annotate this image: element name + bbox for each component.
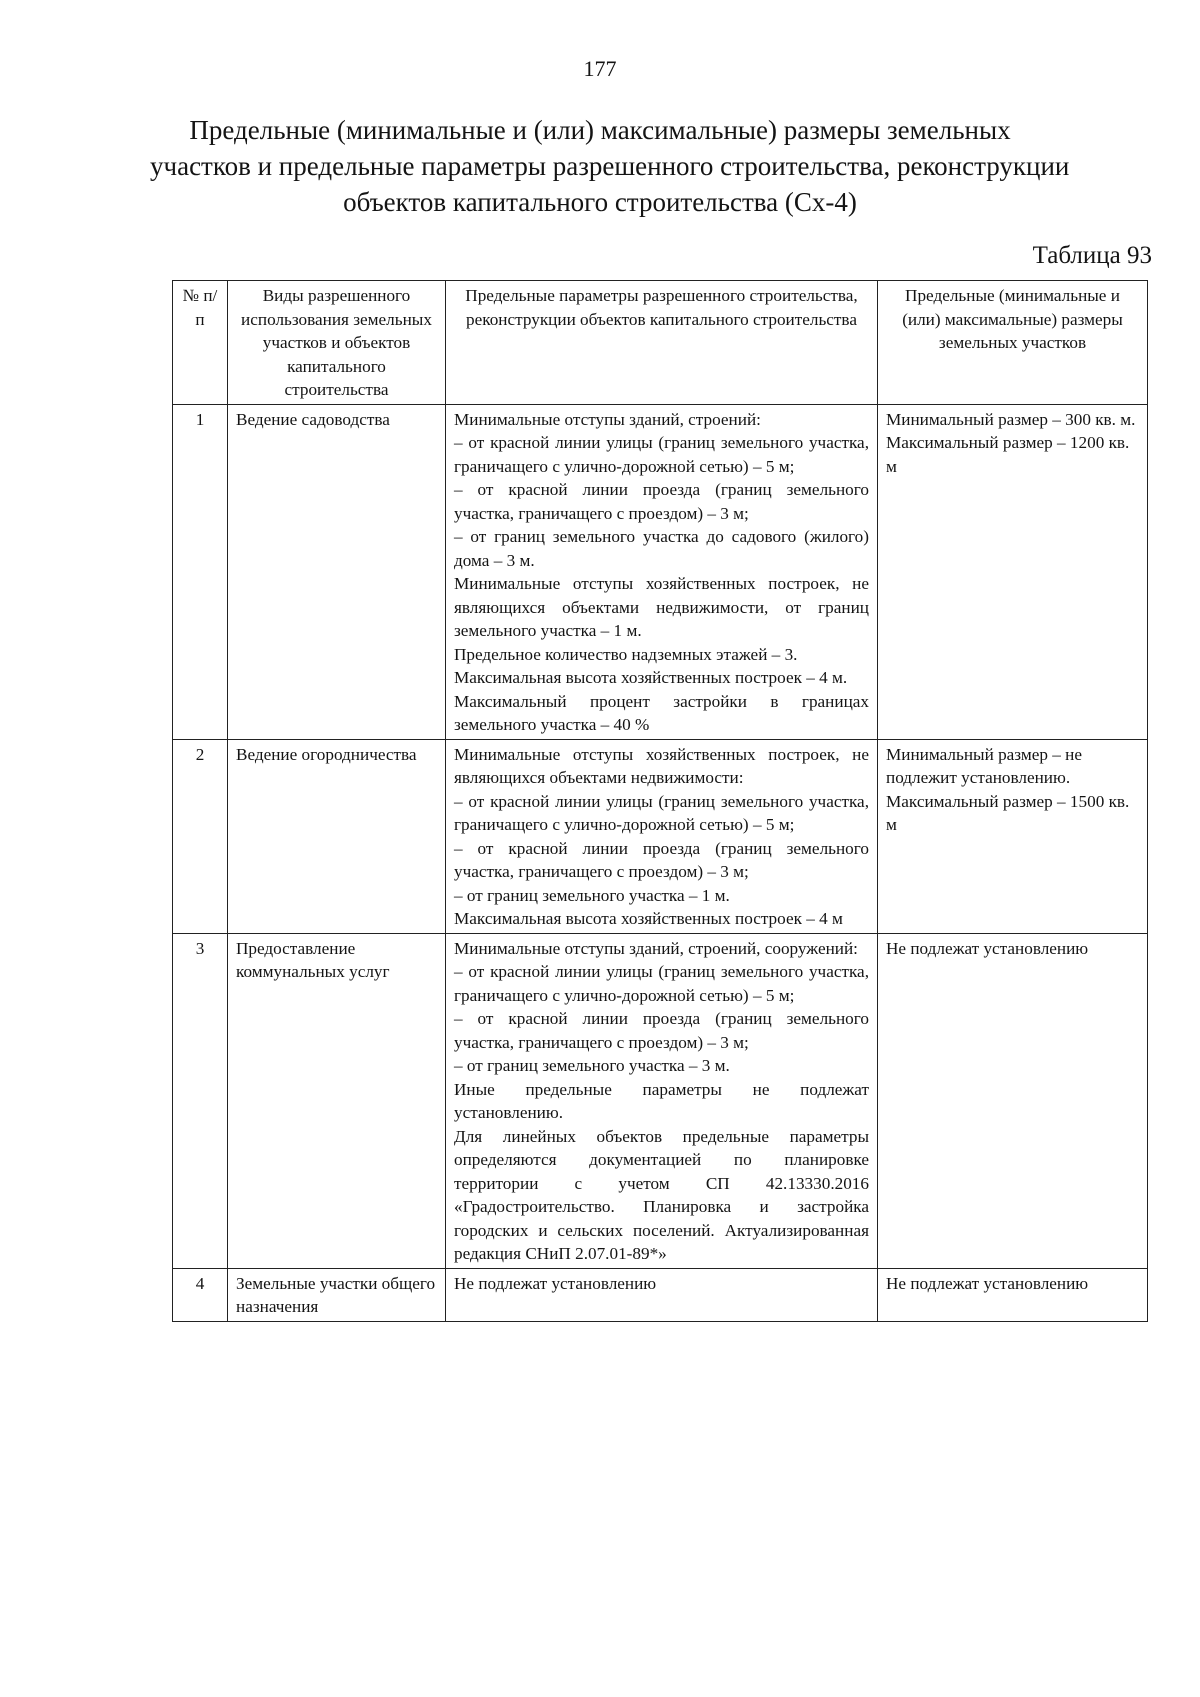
- size-line: Не подлежат установлению: [886, 1273, 1089, 1293]
- parameter-line: Минимальные отступы хозяйственных построек, не являющихся объектами недвижимости, от границ земельного участка – 1 м.: [454, 574, 869, 640]
- parameter-line: – от границ земельного участка – 1 м.: [454, 885, 730, 905]
- permitted-use: Предоставление коммунальных услуг: [228, 933, 446, 1268]
- table-row: [173, 1268, 1148, 1321]
- column-header-number: № п/п: [173, 281, 228, 405]
- parameter-line: Для линейных объектов предельные параметры определяются документацией по планировке территории с учетом СП 42.13330.2016 «Градостроительство. Планировка и застройка городских и сельских поселений. Актуализированная редакция СНиП 2.07.01-89*»: [454, 1126, 869, 1263]
- row-number: 4: [173, 1268, 228, 1321]
- size-line: Максимальный размер – 1200 кв. м: [886, 433, 1130, 476]
- column-header-size: Предельные (минимальные и (или) максимальные) размеры земельных участков: [878, 281, 1148, 405]
- parameter-line: Максимальная высота хозяйственных построек – 4 м: [454, 909, 843, 928]
- plot-size-limits: [878, 404, 1148, 739]
- parameter-line: Не подлежат установлению: [454, 1273, 657, 1293]
- parameter-line: – от красной линии проезда (границ земельного участка, граничащего с проездом) – 3 м;: [454, 838, 869, 881]
- parameter-line: – от красной линии улицы (границ земельного участка, граничащего с улично-дорожной сетью) – 5 м;: [454, 433, 869, 476]
- title-line: объектов капитального строительства (Сх-4): [343, 187, 857, 217]
- parameter-line: – от границ земельного участка – 3 м.: [454, 1056, 730, 1075]
- parameter-line: Максимальный процент застройки в границах земельного участка – 40 %: [454, 691, 869, 734]
- row-number: 1: [173, 404, 228, 739]
- page-number: 177: [583, 56, 617, 81]
- size-line: Не подлежат установлению: [886, 938, 1089, 958]
- parameter-line: – от красной линии улицы (границ земельного участка, граничащего с улично-дорожной сетью) – 5 м;: [454, 962, 869, 1005]
- permitted-use: Земельные участки общего назначения: [228, 1268, 446, 1321]
- plot-size-limits: [878, 1268, 1148, 1321]
- column-header-params: Предельные параметры разрешенного строительства, реконструкции объектов капитального строительства: [446, 281, 878, 405]
- plot-size-limits: [878, 739, 1148, 933]
- table-row: [173, 739, 1148, 933]
- table-label: Таблица 93: [1032, 242, 1152, 269]
- table-header-row: [173, 281, 1148, 405]
- parameter-line: Минимальные отступы зданий, строений, сооружений:: [454, 938, 858, 958]
- parameter-line: – от красной линии проезда (границ земельного участка, граничащего с проездом) – 3 м;: [454, 480, 869, 523]
- building-parameters: [446, 1268, 878, 1321]
- parameter-line: Предельное количество надземных этажей – 3.: [454, 644, 798, 664]
- permitted-use: Ведение садоводства: [228, 404, 446, 739]
- building-parameters: [446, 404, 878, 739]
- building-parameters: [446, 739, 878, 933]
- parameter-line: Максимальная высота хозяйственных построек – 4 м.: [454, 668, 848, 687]
- parameter-line: – от красной линии улицы (границ земельного участка, граничащего с улично-дорожной сетью) – 5 м;: [454, 791, 869, 834]
- regulations-table: [172, 280, 1148, 1322]
- title-line: участков и предельные параметры разрешенного строительства, реконструкции: [150, 151, 1070, 181]
- parameter-line: Минимальные отступы зданий, строений:: [454, 409, 761, 429]
- parameter-line: – от красной линии проезда (границ земельного участка, граничащего с проездом) – 3 м;: [454, 1009, 869, 1052]
- size-line: Максимальный размер – 1500 кв. м: [886, 791, 1130, 834]
- title-line: Предельные (минимальные и (или) максимальные) размеры земельных: [189, 115, 1011, 145]
- row-number: 2: [173, 739, 228, 933]
- plot-size-limits: [878, 933, 1148, 1268]
- parameter-line: Минимальные отступы хозяйственных построек, не являющихся объектами недвижимости:: [454, 744, 869, 787]
- permitted-use: Ведение огородничества: [228, 739, 446, 933]
- column-header-use: Виды разрешенного использования земельных участков и объектов капитального строительства: [228, 281, 446, 405]
- row-number: 3: [173, 933, 228, 1268]
- document-title: [150, 112, 1070, 220]
- parameter-line: – от границ земельного участка до садового (жилого) дома – 3 м.: [454, 527, 869, 570]
- table-row: [173, 933, 1148, 1268]
- size-line: Минимальный размер – не подлежит установлению.: [886, 744, 1082, 787]
- table-row: [173, 404, 1148, 739]
- size-line: Минимальный размер – 300 кв. м.: [886, 409, 1136, 429]
- parameter-line: Иные предельные параметры не подлежат установлению.: [454, 1079, 869, 1122]
- building-parameters: [446, 933, 878, 1268]
